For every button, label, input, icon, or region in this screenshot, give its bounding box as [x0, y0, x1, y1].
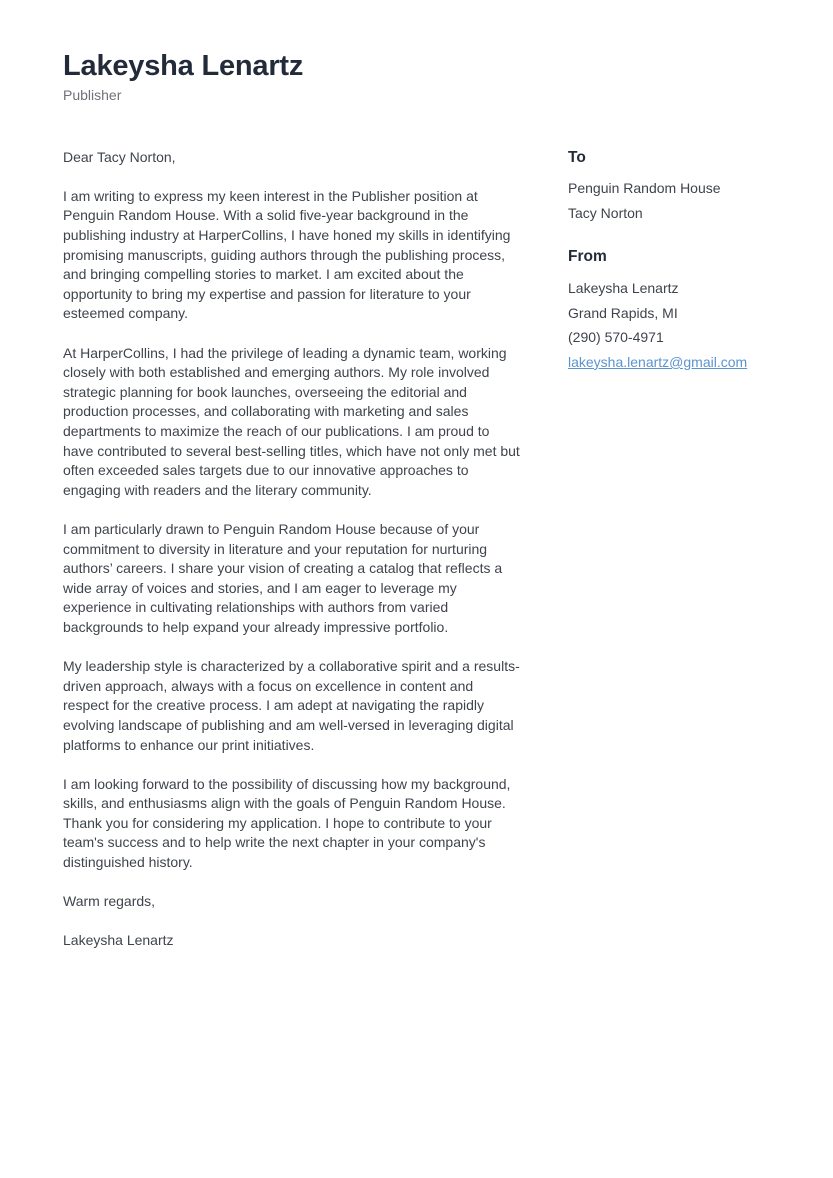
letter-paragraph: At HarperCollins, I had the privilege of leading a dynamic team, working closely with both established and emerging authors. My role involved strategic planning for book launches, overseeing the editorial and production processes, and collaborating with marketing and sales departments to maximize the reach of our publications. I am proud to have contributed to several best-selling titles, which have not only met but often exceeded sales targets due to our innovative approaches to engaging with readers and the literary community. [63, 344, 520, 498]
to-heading: To [568, 148, 586, 166]
from-heading: From [568, 248, 607, 266]
to-company: Penguin Random House [568, 180, 721, 197]
recipient-sender-sidebar [568, 148, 773, 397]
letter-paragraph: I am particularly drawn to Penguin Random House because of your commitment to diversity in literature and your reputation for nurturing authors’ careers. I share your vision of creating a catalog that reflects a wide array of voices and stories, and I am eager to leverage my experience in cultivating relationships with authors from varied backgrounds to help expand your already impressive portfolio. [63, 520, 503, 635]
letter-body-columns [0, 148, 833, 951]
from-email-link[interactable]: lakeysha.lenartz@gmail.com [568, 353, 748, 370]
letter-paragraph: I am looking forward to the possibility of discussing how my background, skills, and enthusiasms align with the goals of Penguin Random House. Thank you for considering my application. I hope to contribute to your team's success and to help write the next chapter in your company's distinguished history. [63, 775, 511, 871]
candidate-job-title: Publisher [63, 86, 122, 103]
letter-greeting: Dear Tacy Norton, [63, 148, 176, 165]
from-location: Grand Rapids, MI [568, 304, 678, 321]
letter-closing: Warm regards, [63, 893, 156, 910]
letter-header [0, 0, 833, 104]
from-section [568, 247, 773, 374]
to-section [568, 148, 773, 226]
candidate-name: Lakeysha Lenartz [63, 50, 304, 82]
letter-paragraph: My leadership style is characterized by a collaborative spirit and a results-driven approach, always with a focus on excellence in content and respect for the creative process. I am adept at navigating the rapidly evolving landscape of publishing and am well-versed in leveraging digital platforms to enhance our print initiatives. [63, 658, 520, 753]
to-contact-name: Tacy Norton [568, 204, 643, 221]
from-phone: (290) 570-4971 [568, 329, 664, 346]
letter-text-column [63, 148, 521, 951]
letter-paragraph: I am writing to express my keen interest in the Publisher position at Penguin Random House. With a solid five-year background in the publishing industry at HarperCollins, I have honed my skills in identifying promising manuscripts, guiding authors through the publishing process, and bringing compelling stories to market. I am excited about the opportunity to bring my expertise and passion for literature to your esteemed company. [63, 187, 511, 322]
letter-signature: Lakeysha Lenartz [63, 932, 174, 949]
from-name: Lakeysha Lenartz [568, 279, 679, 296]
